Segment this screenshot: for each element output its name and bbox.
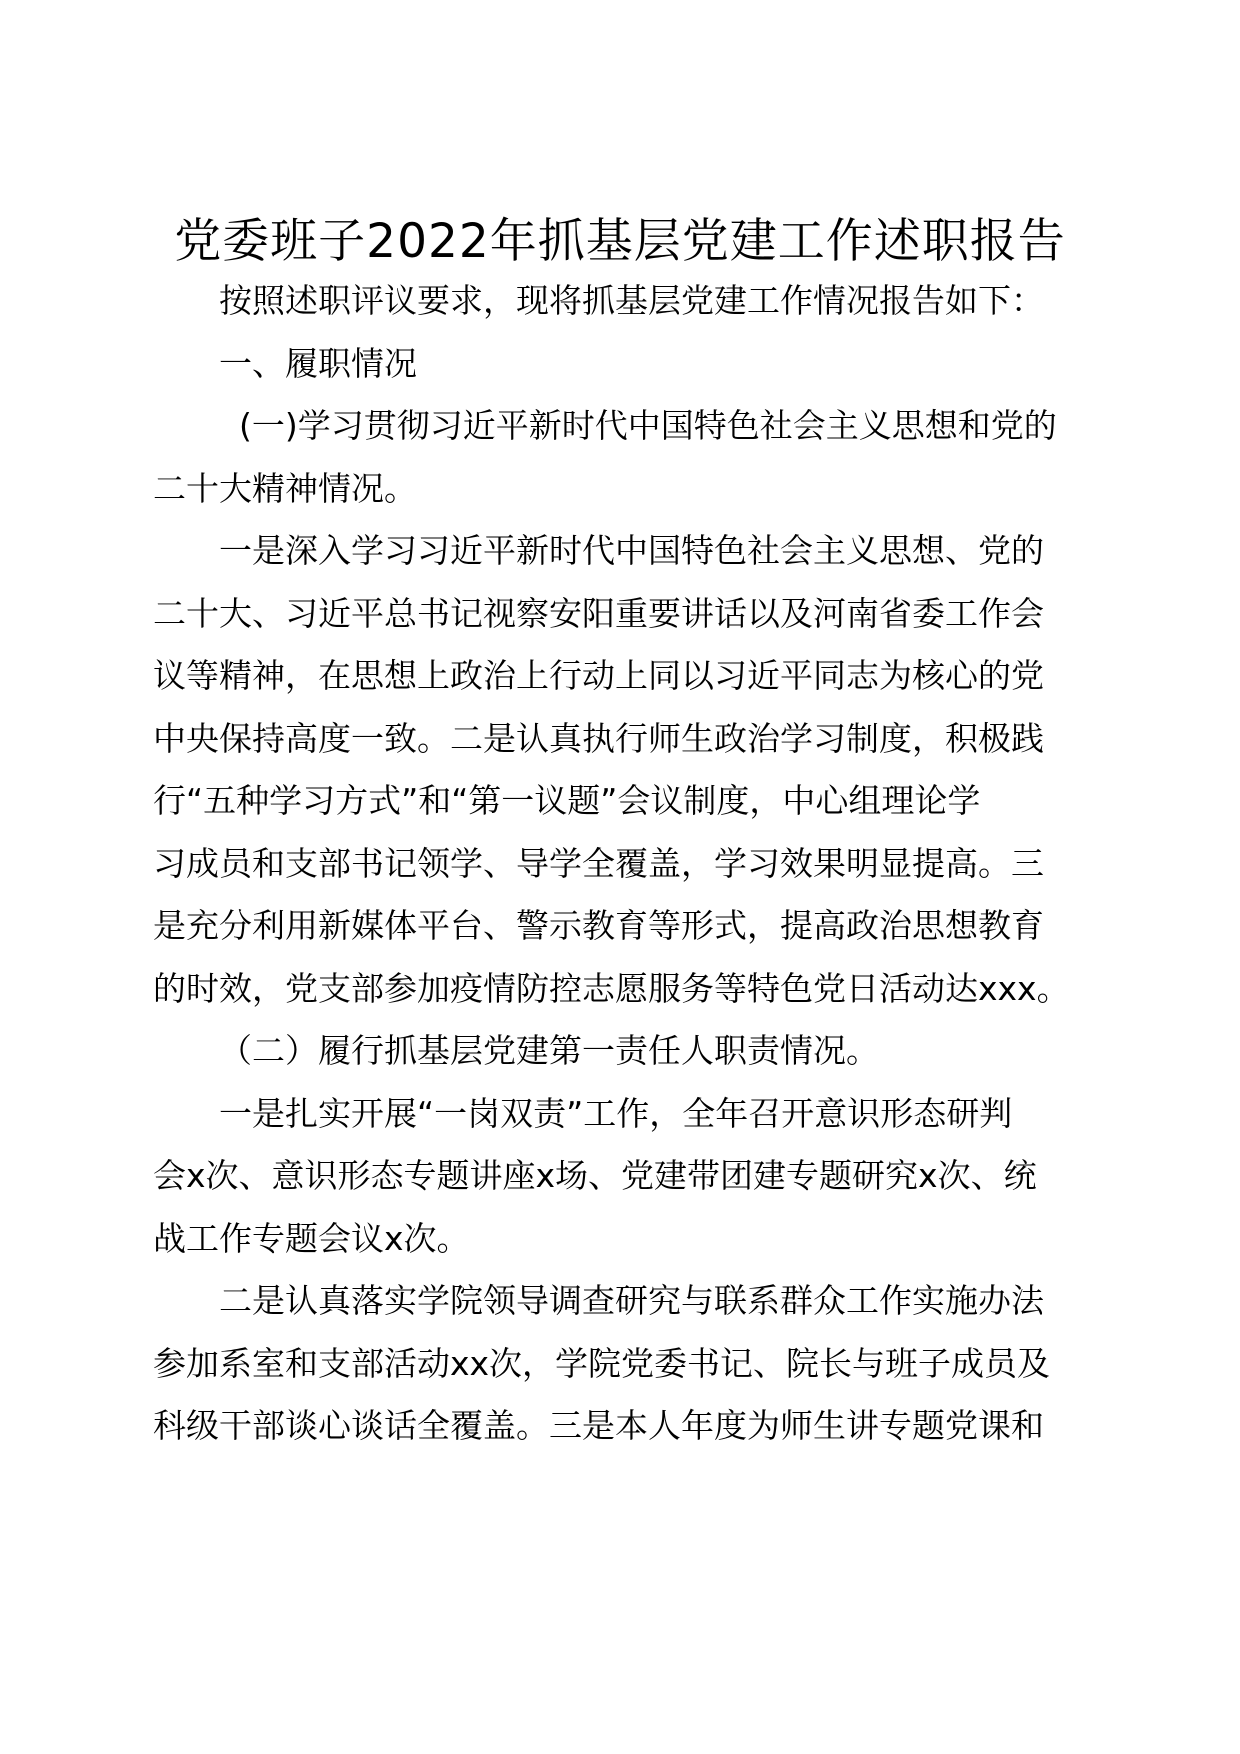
paragraph-line: 一是扎实开展“一岗双责”工作，全年召开意识形态研判 (219, 1093, 1013, 1133)
subsection-heading-2: （二）履行抓基层党建第一责任人职责情况。 (219, 1031, 879, 1070)
paragraph-line: 行“五种学习方式”和“第一议题”会议制度，中心组理论学 (153, 781, 981, 820)
paragraph-line: 一是深入学习习近平新时代中国特色社会主义思想、党的 (219, 531, 1044, 570)
intro-paragraph-line: 按照述职评议要求，现将抓基层党建工作情况报告如下： (219, 281, 1044, 320)
paragraph-line: 科级干部谈心谈话全覆盖。三是本人年度为师生讲专题党课和 (153, 1406, 1044, 1445)
subsection-heading-1-line: 二十大精神情况。 (153, 468, 417, 508)
subsection-heading-1-line: (一)学习贯彻习近平新时代中国特色社会主义思想和党的 (239, 406, 1057, 445)
paragraph-line: 习成员和支部书记领学、导学全覆盖，学习效果明显提高。三 (153, 843, 1044, 883)
paragraph-line: 中央保持高度一致。二是认真执行师生政治学习制度，积极践 (153, 718, 1044, 758)
section-heading-1: 一、履职情况 (219, 343, 417, 383)
paragraph-line: 会x次、意识形态专题讲座x场、党建带团建专题研究x次、统 (153, 1156, 1037, 1195)
paragraph-line: 参加系室和支部活动xx次，学院党委书记、院长与班子成员及 (153, 1343, 1051, 1383)
paragraph-line: 是充分利用新媒体平台、警示教育等形式，提高政治思想教育 (153, 906, 1044, 945)
paragraph-line: 二是认真落实学院领导调查研究与联系群众工作实施办法 (219, 1281, 1044, 1320)
document-body (153, 270, 1093, 1458)
paragraph-line: 战工作专题会议x次。 (153, 1218, 470, 1258)
paragraph-line: 议等精神，在思想上政治上行动上同以习近平同志为核心的党 (153, 656, 1044, 695)
document-title: 党委班子2022年抓基层党建工作述职报告 (174, 214, 1066, 269)
paragraph-line: 二十大、习近平总书记视察安阳重要讲话以及河南省委工作会 (153, 593, 1044, 633)
paragraph-line: 的时效，党支部参加疫情防控志愿服务等特色党日活动达xxx。 (153, 968, 1070, 1008)
